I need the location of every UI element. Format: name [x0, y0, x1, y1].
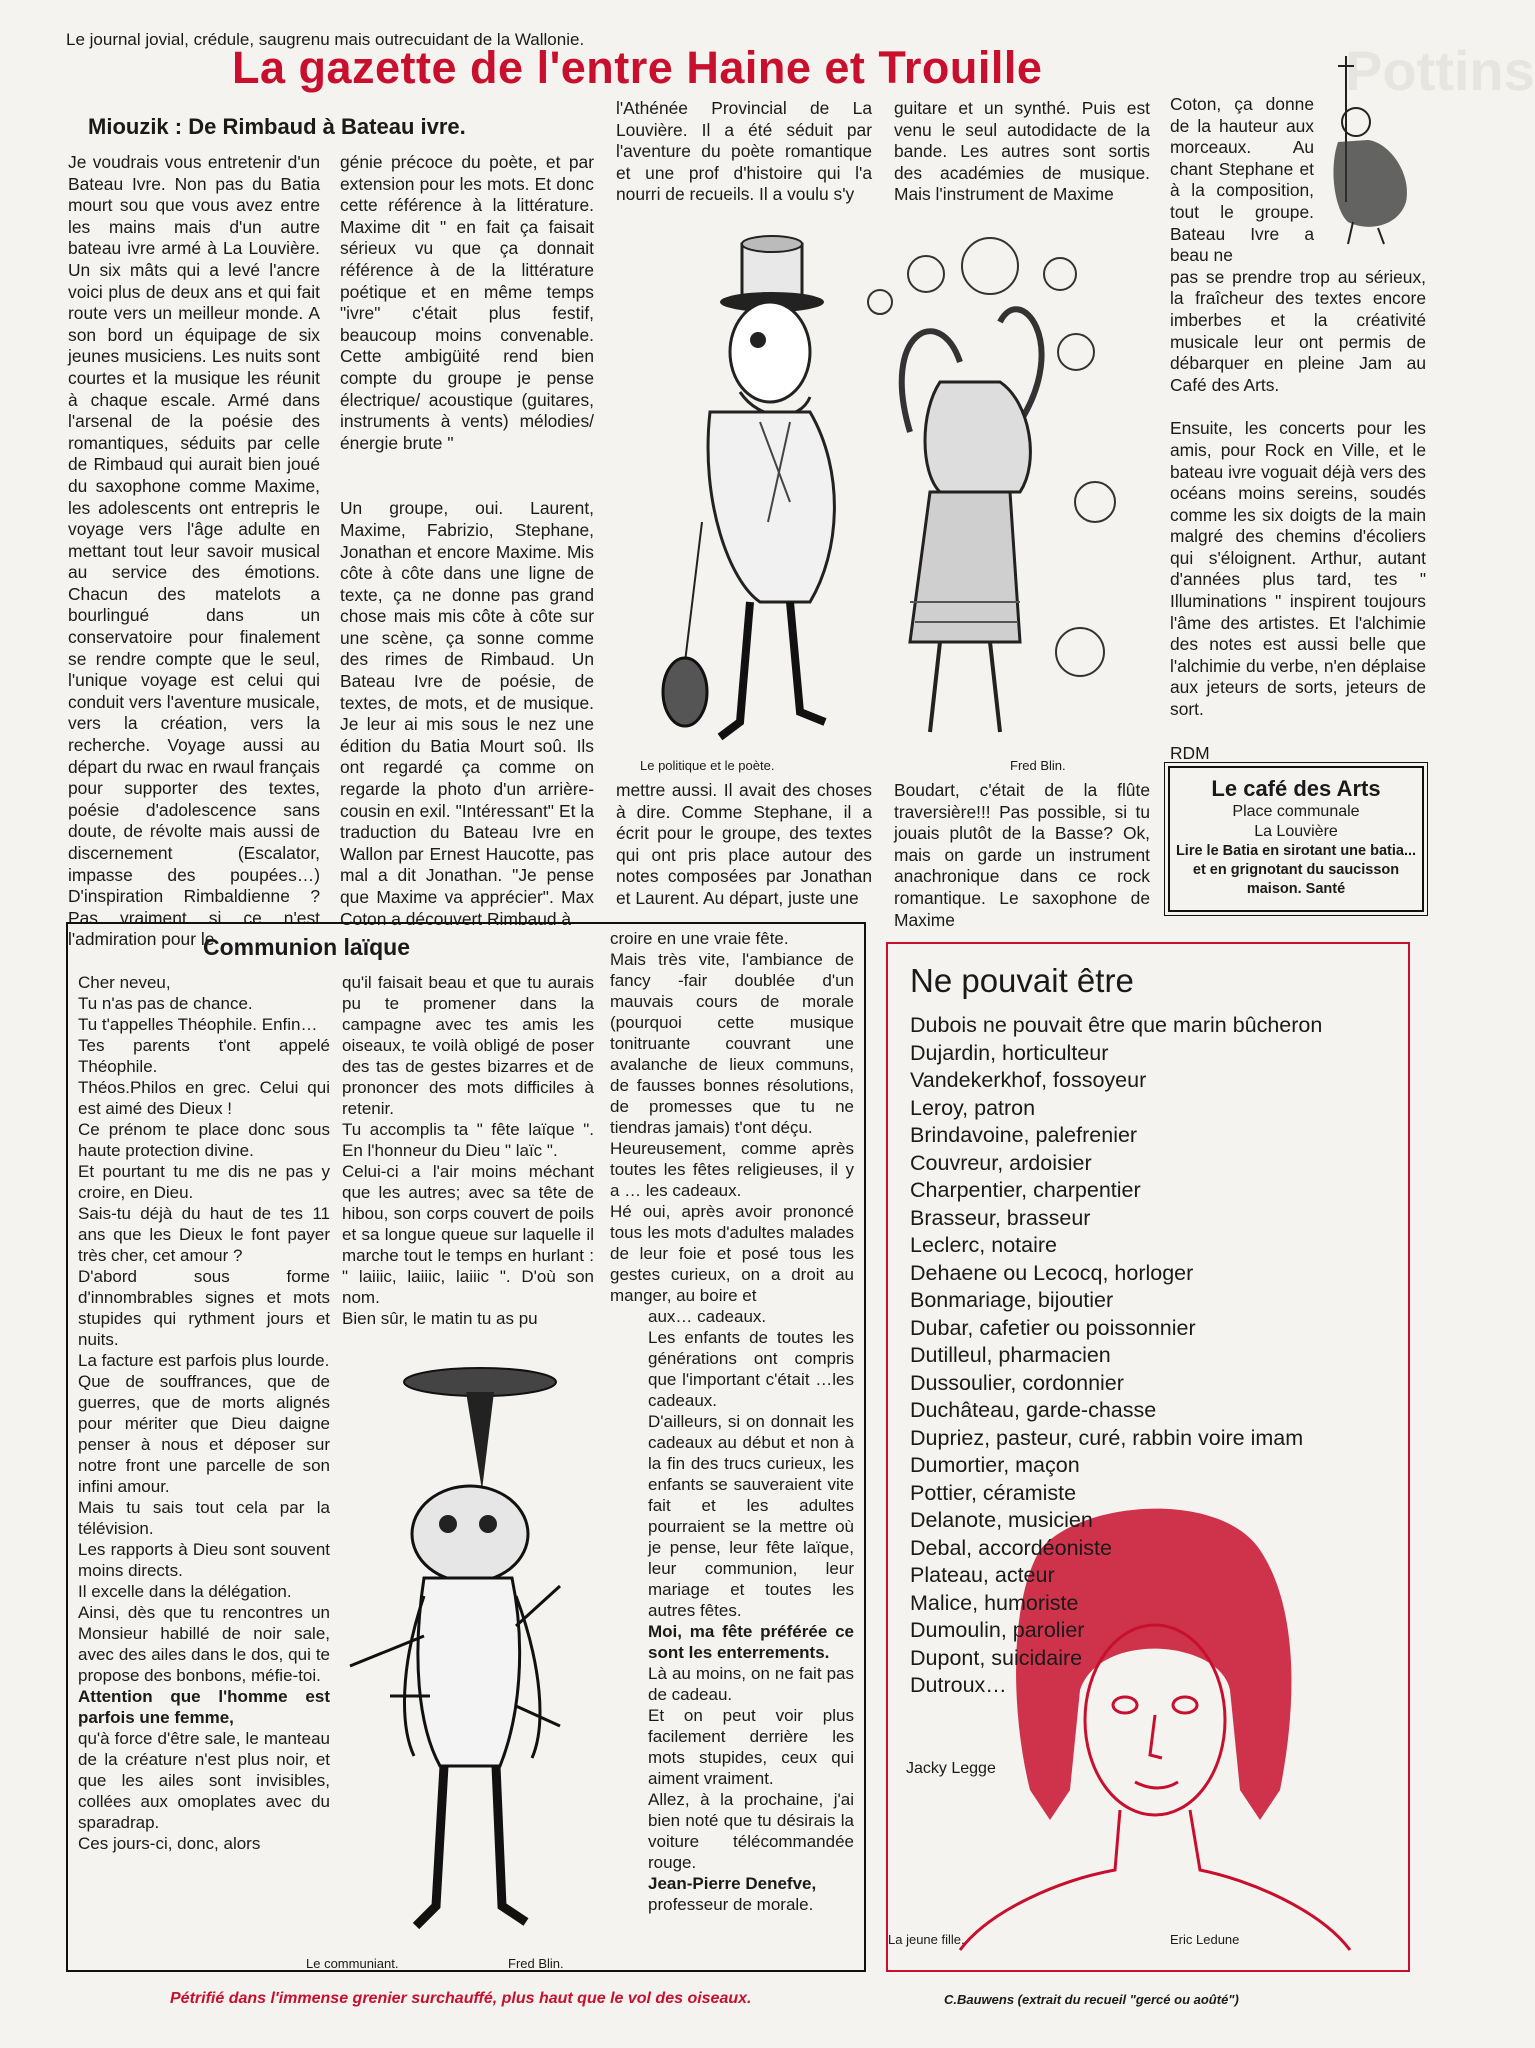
tagline: Le journal jovial, crédule, saugrenu mais outrecuidant de la Wallonie.	[66, 30, 585, 49]
paragraph: Je voudrais vous entretenir d'un Bateau Ivre. Non pas du Batia mourt sou que vous avez entre les mains mais d'un autre bateau ivre armé à La Louvière. Un six mâts qui a levé l'ancre voici plus de deux ans et qui fait route vers un meilleur monde. A son bord un équipage de six jeunes musiciens. Les nuits sont courtes et la musique les réunit à chaque escale. Armé dans l'arsenal de la poésie des romantiques, séduits par celle de Rimbaud qui aurait bien joué du saxophone comme Maxime, les adolescents ont entrepris le voyage vers l'âge adulte en mettant tout leur savoir musical au service des émotions. Chacun des matelots a bourlingué dans un conservatoire pour finalement se rendre compte que le seul, l'unique voyage est celui qui conduit vers l'aventure musicale, vers la création, vers la recherche. Voyage aussi au départ du rwac en rwaul français pour supporter des textes, poésie d'adolescence sans doute, de révolte mais aussi de discernement (Escalator, impasse des poupées…) D'inspiration Rimbaldienne ? Pas vraiment si ce n'est l'admiration pour le	[68, 152, 320, 950]
paragraph: guitare et un synthé. Puis est venu le seul autodidacte de la bande. Les autres sont sortis des académies de musique. Mais l'instrument de Maxime	[894, 98, 1150, 205]
poem-line: Plateau, acteur	[910, 1563, 1055, 1587]
line: Heureusement, comme après toutes les fêtes religieuses, il y a … les cadeaux.	[610, 1139, 854, 1200]
politician-and-poet-illustration	[640, 222, 1140, 752]
paragraph: Boudart, c'était de la flûte traversière!!! Pas possible, si tu jouais plutôt de la Basse? Ok, mais on garde un instrument anachronique dans ce rock romantique. Le saxophone de Maxime	[894, 780, 1150, 930]
poem-title: Ne pouvait être	[910, 962, 1134, 999]
line: Bien sûr, le matin tu as pu	[342, 1309, 538, 1328]
poem-line: Dussoulier, cordonnier	[910, 1370, 1124, 1395]
article2-column-2	[342, 972, 594, 1329]
article1-column-2	[340, 152, 594, 930]
poem-line: Dupriez, pasteur, curé, rabbin voire imam	[910, 1425, 1304, 1450]
bold-line: Attention que l'homme est parfois une femme,	[78, 1687, 330, 1727]
poem-line: Duchâteau, garde-chasse	[910, 1398, 1157, 1422]
poem-author: Jacky Legge	[906, 1760, 996, 1777]
line: Mais tu sais tout cela par la télévision.	[78, 1498, 330, 1538]
line: Allez, à la prochaine, j'ai bien noté que tu désirais la voiture télécommandée rouge.	[648, 1790, 854, 1872]
article1-column-3-bottom	[616, 780, 872, 910]
poem-lines	[910, 1012, 1322, 1700]
cafe-promo: Lire le Batia en sirotant une batia... et en grignotant du saucisson maison. Santé	[1175, 843, 1417, 897]
article-title-communion: Communion laïque	[203, 934, 410, 960]
article1-column-4-top	[894, 98, 1150, 206]
line: qu'à force d'être sale, le manteau de la créature n'est plus noir, et que les ailes sont invisibles, collées aux omoplates avec du sparadrap.	[78, 1729, 330, 1832]
line: Les enfants de toutes les générations ont compris que l'important c'était …les cadeaux.	[648, 1328, 854, 1410]
poem-line: Dumoulin, parolier	[910, 1618, 1085, 1642]
paragraph: Un groupe, oui. Laurent, Maxime, Fabrizio, Stephane, Jonathan et encore Maxime. Mis côte à côte dans une ligne de texte, ça ne donne pas grand chose mais mis côte à côte sur une scène, ça sonne comme des rimes de Rimbaud. Un Bateau Ivre de poésie, de textes, de mots, et de musique. Je leur ai mis sous le nez une édition du Batia Mourt soû. Ils ont regardé ça comme on regarde la photo d'un arrière-cousin en exil. "Intéressant" Et la traduction du Bateau Ivre en Wallon par Ernest Haucotte, pas mal a dit Jonathan. "Je pense que Maxime va apprécier". Max Coton a découvert Rimbaud à	[340, 498, 594, 929]
line: Là au moins, on ne fait pas de cadeau.	[648, 1664, 854, 1704]
poem-line: Vandekerkhof, fossoyeur	[910, 1068, 1147, 1092]
poem-line: Dujardin, horticulteur	[910, 1040, 1109, 1065]
cafe-address-line-2: La Louvière	[1254, 823, 1338, 840]
illustration-credit: Eric Ledune	[1170, 1932, 1240, 1947]
bold-line: Moi, ma fête préférée ce sont les enterrements.	[648, 1622, 854, 1662]
footer-quote: Pétrifié dans l'immense grenier surchauffé, plus haut que le vol des oiseaux.	[170, 1990, 752, 2007]
poem-line: Leroy, patron	[910, 1095, 1036, 1120]
author-role: professeur de morale.	[648, 1895, 814, 1914]
poem-line: Bonmariage, bijoutier	[910, 1288, 1114, 1312]
line: D'abord sous forme d'innombrables signes et mots stupides qui rythment jours et nuits.	[78, 1267, 330, 1349]
communiant-illustration	[320, 1366, 620, 1946]
paragraph: Coton, ça donne de la hauteur aux morceaux. Au chant Stephane et à la composition, tout le groupe. Bateau Ivre a beau ne	[1170, 94, 1314, 266]
line: Tu t'appelles Théophile. Enfin…	[78, 1015, 318, 1034]
illustration-caption: La jeune fille.	[888, 1932, 965, 1947]
illustration-credit: Fred Blin.	[508, 1956, 564, 1971]
author-name: Jean-Pierre Denefve,	[648, 1874, 817, 1893]
line: croire en une vraie fête.	[610, 929, 789, 948]
line: Hé oui, après avoir prononcé tous les mots d'adultes malades de leur foie et posé tous les gestes curieux, on a droit au manger, au boire et	[610, 1202, 854, 1305]
line: Tu n'as pas de chance.	[78, 994, 253, 1013]
paragraph: l'Athénée Provincial de La Louvière. Il a été séduit par l'aventure du poète romantique et une prof d'histoire qui l'a nourri de recueils. Il a voulu s'y	[616, 98, 872, 205]
line: D'ailleurs, si on donnait les cadeaux au début et non à la fin des trucs curieux, les enfants se sauveraient vite fait et les adultes pourraient se la mettre où je pense, leur fête laïque, leur communion, leur mariage et toutes les autres fêtes.	[648, 1412, 854, 1620]
line: Ainsi, dès que tu rencontres un Monsieur habillé de noir sale, avec des ailes dans le dos, qui te propose des bonbons, méfie-toi.	[78, 1603, 330, 1685]
poem-line: Debal, accordéoniste	[910, 1535, 1112, 1560]
article1-column-3-top	[616, 98, 872, 206]
line: Que de souffrances, que de guerres, que de morts alignés pour mériter que Dieu daigne penser à nous et déposer sur notre front une parcelle de son infini amour.	[78, 1372, 330, 1496]
line: Ce prénom te place donc sous haute protection divine.	[78, 1120, 330, 1160]
ghost-text: Pottins	[1345, 39, 1535, 102]
article2-column-1	[78, 972, 330, 1854]
paragraph: pas se prendre trop au sérieux, la fraîcheur des textes encore imberbes et la créativité musicale leur ont permis de débarquer en pleine Jam au Café des Arts.	[1170, 266, 1426, 395]
line: La facture est parfois plus lourde.	[78, 1351, 330, 1370]
footer-credit: C.Bauwens (extrait du recueil "gercé ou aoûté")	[944, 1992, 1239, 2007]
poem-line: Brindavoine, palefrenier	[910, 1123, 1138, 1147]
illustration-credit: Fred Blin.	[1010, 758, 1066, 773]
line: qu'il faisait beau et que tu aurais pu te promener dans la campagne avec tes amis les oiseaux, te voilà obligé de poser des tas de gestes bizarres et de prononcer des mots difficiles à retenir.	[342, 973, 594, 1118]
poem-line: Dupont, suicidaire	[910, 1645, 1083, 1670]
line: Les rapports à Dieu sont souvent moins directs.	[78, 1540, 330, 1580]
poem-line: Pottier, céramiste	[910, 1480, 1077, 1505]
article2-column-3	[610, 928, 854, 1915]
poem-line: Dehaene ou Lecocq, horloger	[910, 1260, 1194, 1285]
poem-line: Dubar, cafetier ou poissonnier	[910, 1315, 1196, 1340]
line: Et pourtant tu me dis ne pas y croire, en Dieu.	[78, 1162, 330, 1202]
line: Tu accomplis ta " fête laïque ". En l'honneur du Dieu " laïc ".	[342, 1120, 594, 1160]
line: Théos.Philos en grec. Celui qui est aimé des Dieux !	[78, 1078, 330, 1118]
poem-line: Brasseur, brasseur	[910, 1205, 1091, 1230]
signature-rdm: RDM	[1170, 742, 1210, 763]
paragraph: Ensuite, les concerts pour les amis, pour Rock en Ville, et le bateau ivre voguait déjà vers des océans moins sereins, soudés comme les six doigts de la main malgré des chemins d'écoliers qui s'éloignent. Arthur, autant d'années plus tard, tes " Illuminations " inspirent toujours l'âme des artistes. Et l'alchimie des notes est aussi belle que l'alchimie du verbe, n'en déplaise aux jeteurs de sorts, jeteurs de sort.	[1170, 418, 1426, 720]
poem-line: Delanote, musicien	[910, 1508, 1093, 1532]
line: Tes parents t'ont appelé Théophile.	[78, 1036, 330, 1076]
illustration-caption: Le politique et le poète.	[640, 758, 775, 773]
masthead: La gazette de l'entre Haine et Trouille	[232, 42, 1043, 93]
line: Celui-ci a l'air moins méchant que les autres; avec sa tête de hibou, son corps couvert de poils et sa longue queue sur laquelle il marche tout le temps en hurlant : " laiiic, laiiic, laiiic ". D'où son nom.	[342, 1162, 594, 1307]
paragraph: génie précoce du poète, et par extension pour les mots. Et donc cette référence à la littérature. Maxime dit " en fait ça faisait sérieux vu que ça donnait référence à de la littérature poétique et en même temps "ivre" c'était plus festif, beaucoup moins convenable. Cette ambigüité rend bien compte du groupe je pense électrique/ acoustique (guitares, instruments à vents) mélodies/énergie brute "	[340, 152, 594, 453]
article1-column-5	[1170, 94, 1426, 764]
poem-line: Dubois ne pouvait être que marin bûcheron	[910, 1013, 1323, 1037]
poem-line: Charpentier, charpentier	[910, 1178, 1141, 1202]
illustration-caption: Le communiant.	[306, 1956, 399, 1971]
poem-line: Leclerc, notaire	[910, 1233, 1057, 1257]
paragraph: mettre aussi. Il avait des choses à dire. Comme Stephane, il a écrit pour le groupe, des textes qui ont pris place autour des notes composées par Jonathan et Laurent. Au départ, juste une	[616, 780, 872, 908]
poem-line: Dutroux…	[910, 1673, 1007, 1697]
line: Ces jours-ci, donc, alors	[78, 1834, 261, 1853]
line: Il excelle dans la délégation.	[78, 1582, 292, 1601]
article1-column-4-bottom	[894, 780, 1150, 931]
cafe-address-line-1: Place communale	[1232, 803, 1360, 820]
poem-line: Dumortier, maçon	[910, 1453, 1080, 1477]
article-title-miouzik: Miouzik : De Rimbaud à Bateau ivre.	[88, 114, 466, 139]
poem-line: Dutilleul, pharmacien	[910, 1343, 1111, 1367]
line: Mais très vite, l'ambiance de fancy -fair doublée d'un mauvais cours de morale (pourquoi cette musique tonitruante couvrant une avalanche de lieux communs, de fausses bonnes résolutions, de promesses que tu ne tiendras jamais) t'ont déçu.	[610, 950, 854, 1137]
line: Sais-tu déjà du haut de tes 11 ans que les Dieux le font payer très cher, cet amour ?	[78, 1204, 330, 1265]
poem-line: Malice, humoriste	[910, 1590, 1079, 1615]
poem-line: Couvreur, ardoisier	[910, 1150, 1092, 1175]
cafe-title: Le café des Arts	[1211, 776, 1381, 801]
article1-column-1	[68, 152, 320, 951]
indented-block	[648, 1306, 854, 1915]
line: aux… cadeaux.	[648, 1307, 767, 1326]
line: Cher neveu,	[78, 973, 171, 992]
line: Et on peut voir plus facilement derrière les mots stupides, ceux qui aiment vraiment.	[648, 1706, 854, 1788]
cafe-des-arts-box	[1168, 766, 1424, 912]
